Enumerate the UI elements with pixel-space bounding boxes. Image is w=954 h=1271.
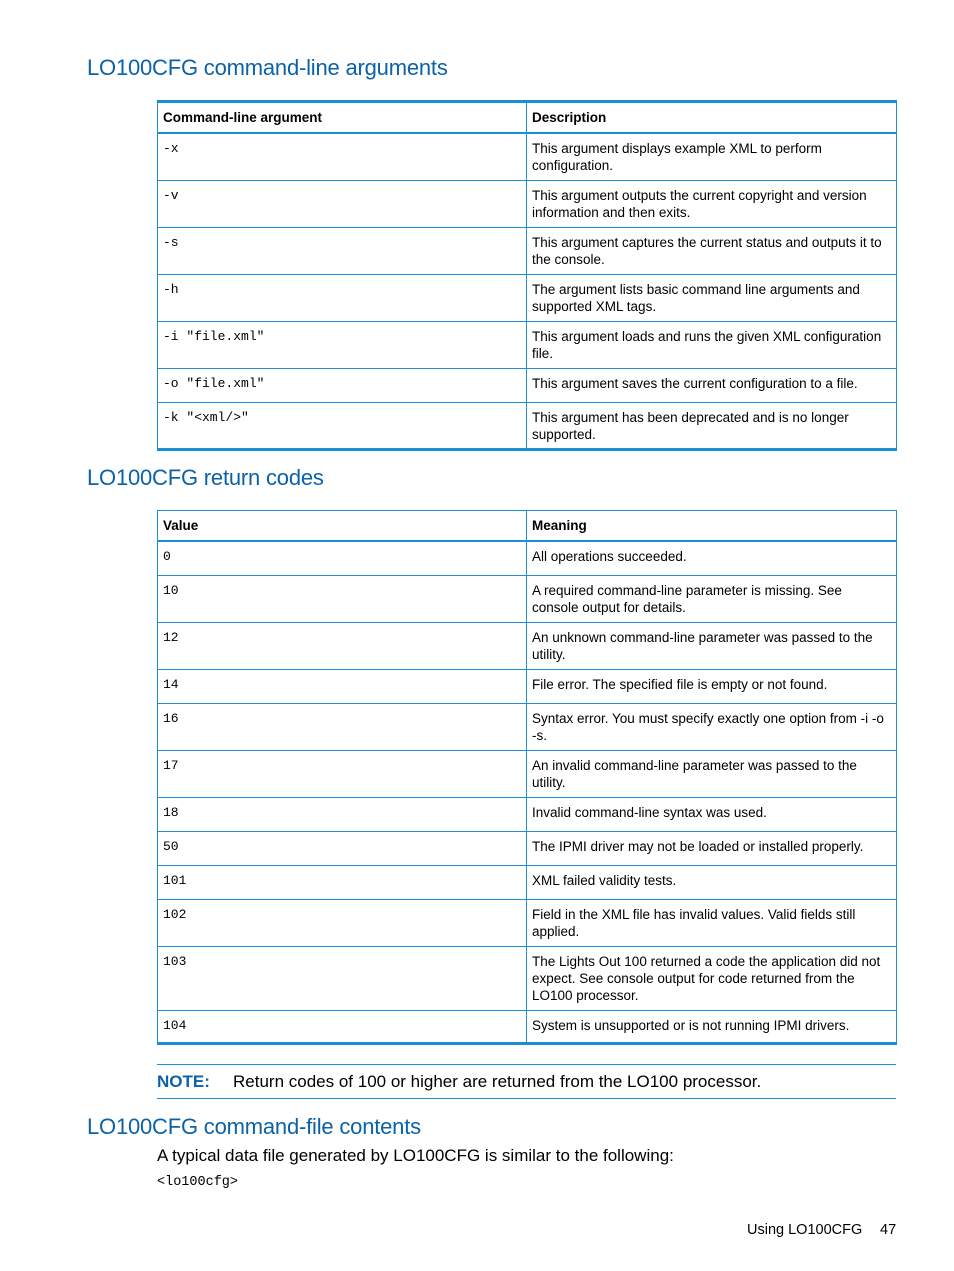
table-cell-desc: This argument captures the current status and outputs it to the console. [527,227,897,274]
table-cell-value: 14 [158,669,527,703]
column-header-meaning: Meaning [527,511,897,542]
table-row [158,669,897,703]
table-row [158,133,897,180]
command-file-paragraph: A typical data file generated by LO100CFG is similar to the following: [157,1146,674,1165]
table-row [158,575,897,622]
table-cell-arg: -o "file.xml" [158,368,527,402]
table-cell-value: 104 [158,1010,527,1043]
column-header-argument: Command-line argument [158,102,527,134]
table-row [158,703,897,750]
table-cell-value: 12 [158,622,527,669]
table-row [158,899,897,946]
table-cell-value: 101 [158,865,527,899]
table-row [158,946,897,1010]
table-row [158,321,897,368]
column-header-value: Value [158,511,527,542]
table-row [158,750,897,797]
section-title-arguments: LO100CFG command-line arguments [87,55,448,80]
table-cell-desc: This argument has been deprecated and is no longer supported. [527,402,897,449]
table-cell-value: 16 [158,703,527,750]
table-cell-value: 10 [158,575,527,622]
table-cell-meaning: Syntax error. You must specify exactly one option from -i -o -s. [527,703,897,750]
footer-page-number: 47 [880,1222,897,1238]
table-row [158,1010,897,1043]
table-cell-desc: This argument loads and runs the given XML configuration file. [527,321,897,368]
table-cell-meaning: All operations succeeded. [527,541,897,575]
table-row [158,368,897,402]
table-cell-meaning: The IPMI driver may not be loaded or installed properly. [527,831,897,865]
table-cell-value: 18 [158,797,527,831]
table-cell-desc: This argument saves the current configuration to a file. [527,368,897,402]
table-row [158,865,897,899]
table-cell-meaning: A required command-line parameter is missing. See console output for details. [527,575,897,622]
table-cell-arg: -k "<xml/>" [158,402,527,449]
table-cell-value: 103 [158,946,527,1010]
code-sample: <lo100cfg> [157,1175,239,1190]
arguments-table [157,100,897,451]
table-cell-value: 17 [158,750,527,797]
table-cell-meaning: The Lights Out 100 returned a code the application did not expect. See console output for code returned from the LO100 processor. [527,946,897,1010]
table-cell-arg: -i "file.xml" [158,321,527,368]
note-text: Return codes of 100 or higher are returned from the LO100 processor. [233,1072,762,1091]
table-cell-meaning: File error. The specified file is empty or not found. [527,669,897,703]
note-label: NOTE: [157,1072,210,1091]
table-row [158,180,897,227]
table-header-row [158,102,897,134]
table-cell-value: 102 [158,899,527,946]
table-row [158,541,897,575]
section-title-return-codes: LO100CFG return codes [87,465,324,490]
table-cell-meaning: Field in the XML file has invalid values. Valid fields still applied. [527,899,897,946]
table-cell-arg: -s [158,227,527,274]
table-cell-desc: This argument outputs the current copyright and version information and then exits. [527,180,897,227]
table-row [158,797,897,831]
table-header-row [158,511,897,542]
table-row [158,227,897,274]
table-cell-value: 50 [158,831,527,865]
footer-running-title: Using LO100CFG [747,1222,863,1238]
table-cell-value: 0 [158,541,527,575]
table-row [158,274,897,321]
table-row [158,402,897,449]
note-box [157,1064,896,1099]
column-header-description: Description [527,102,897,134]
table-cell-desc: The argument lists basic command line arguments and supported XML tags. [527,274,897,321]
table-cell-arg: -h [158,274,527,321]
table-row [158,622,897,669]
table-cell-meaning: An unknown command-line parameter was passed to the utility. [527,622,897,669]
table-cell-meaning: XML failed validity tests. [527,865,897,899]
return-codes-table [157,510,897,1045]
table-cell-desc: This argument displays example XML to perform configuration. [527,133,897,180]
table-cell-meaning: Invalid command-line syntax was used. [527,797,897,831]
table-cell-meaning: An invalid command-line parameter was passed to the utility. [527,750,897,797]
table-row [158,831,897,865]
table-cell-meaning: System is unsupported or is not running IPMI drivers. [527,1010,897,1043]
table-cell-arg: -v [158,180,527,227]
table-cell-arg: -x [158,133,527,180]
section-title-command-file: LO100CFG command-file contents [87,1114,421,1139]
